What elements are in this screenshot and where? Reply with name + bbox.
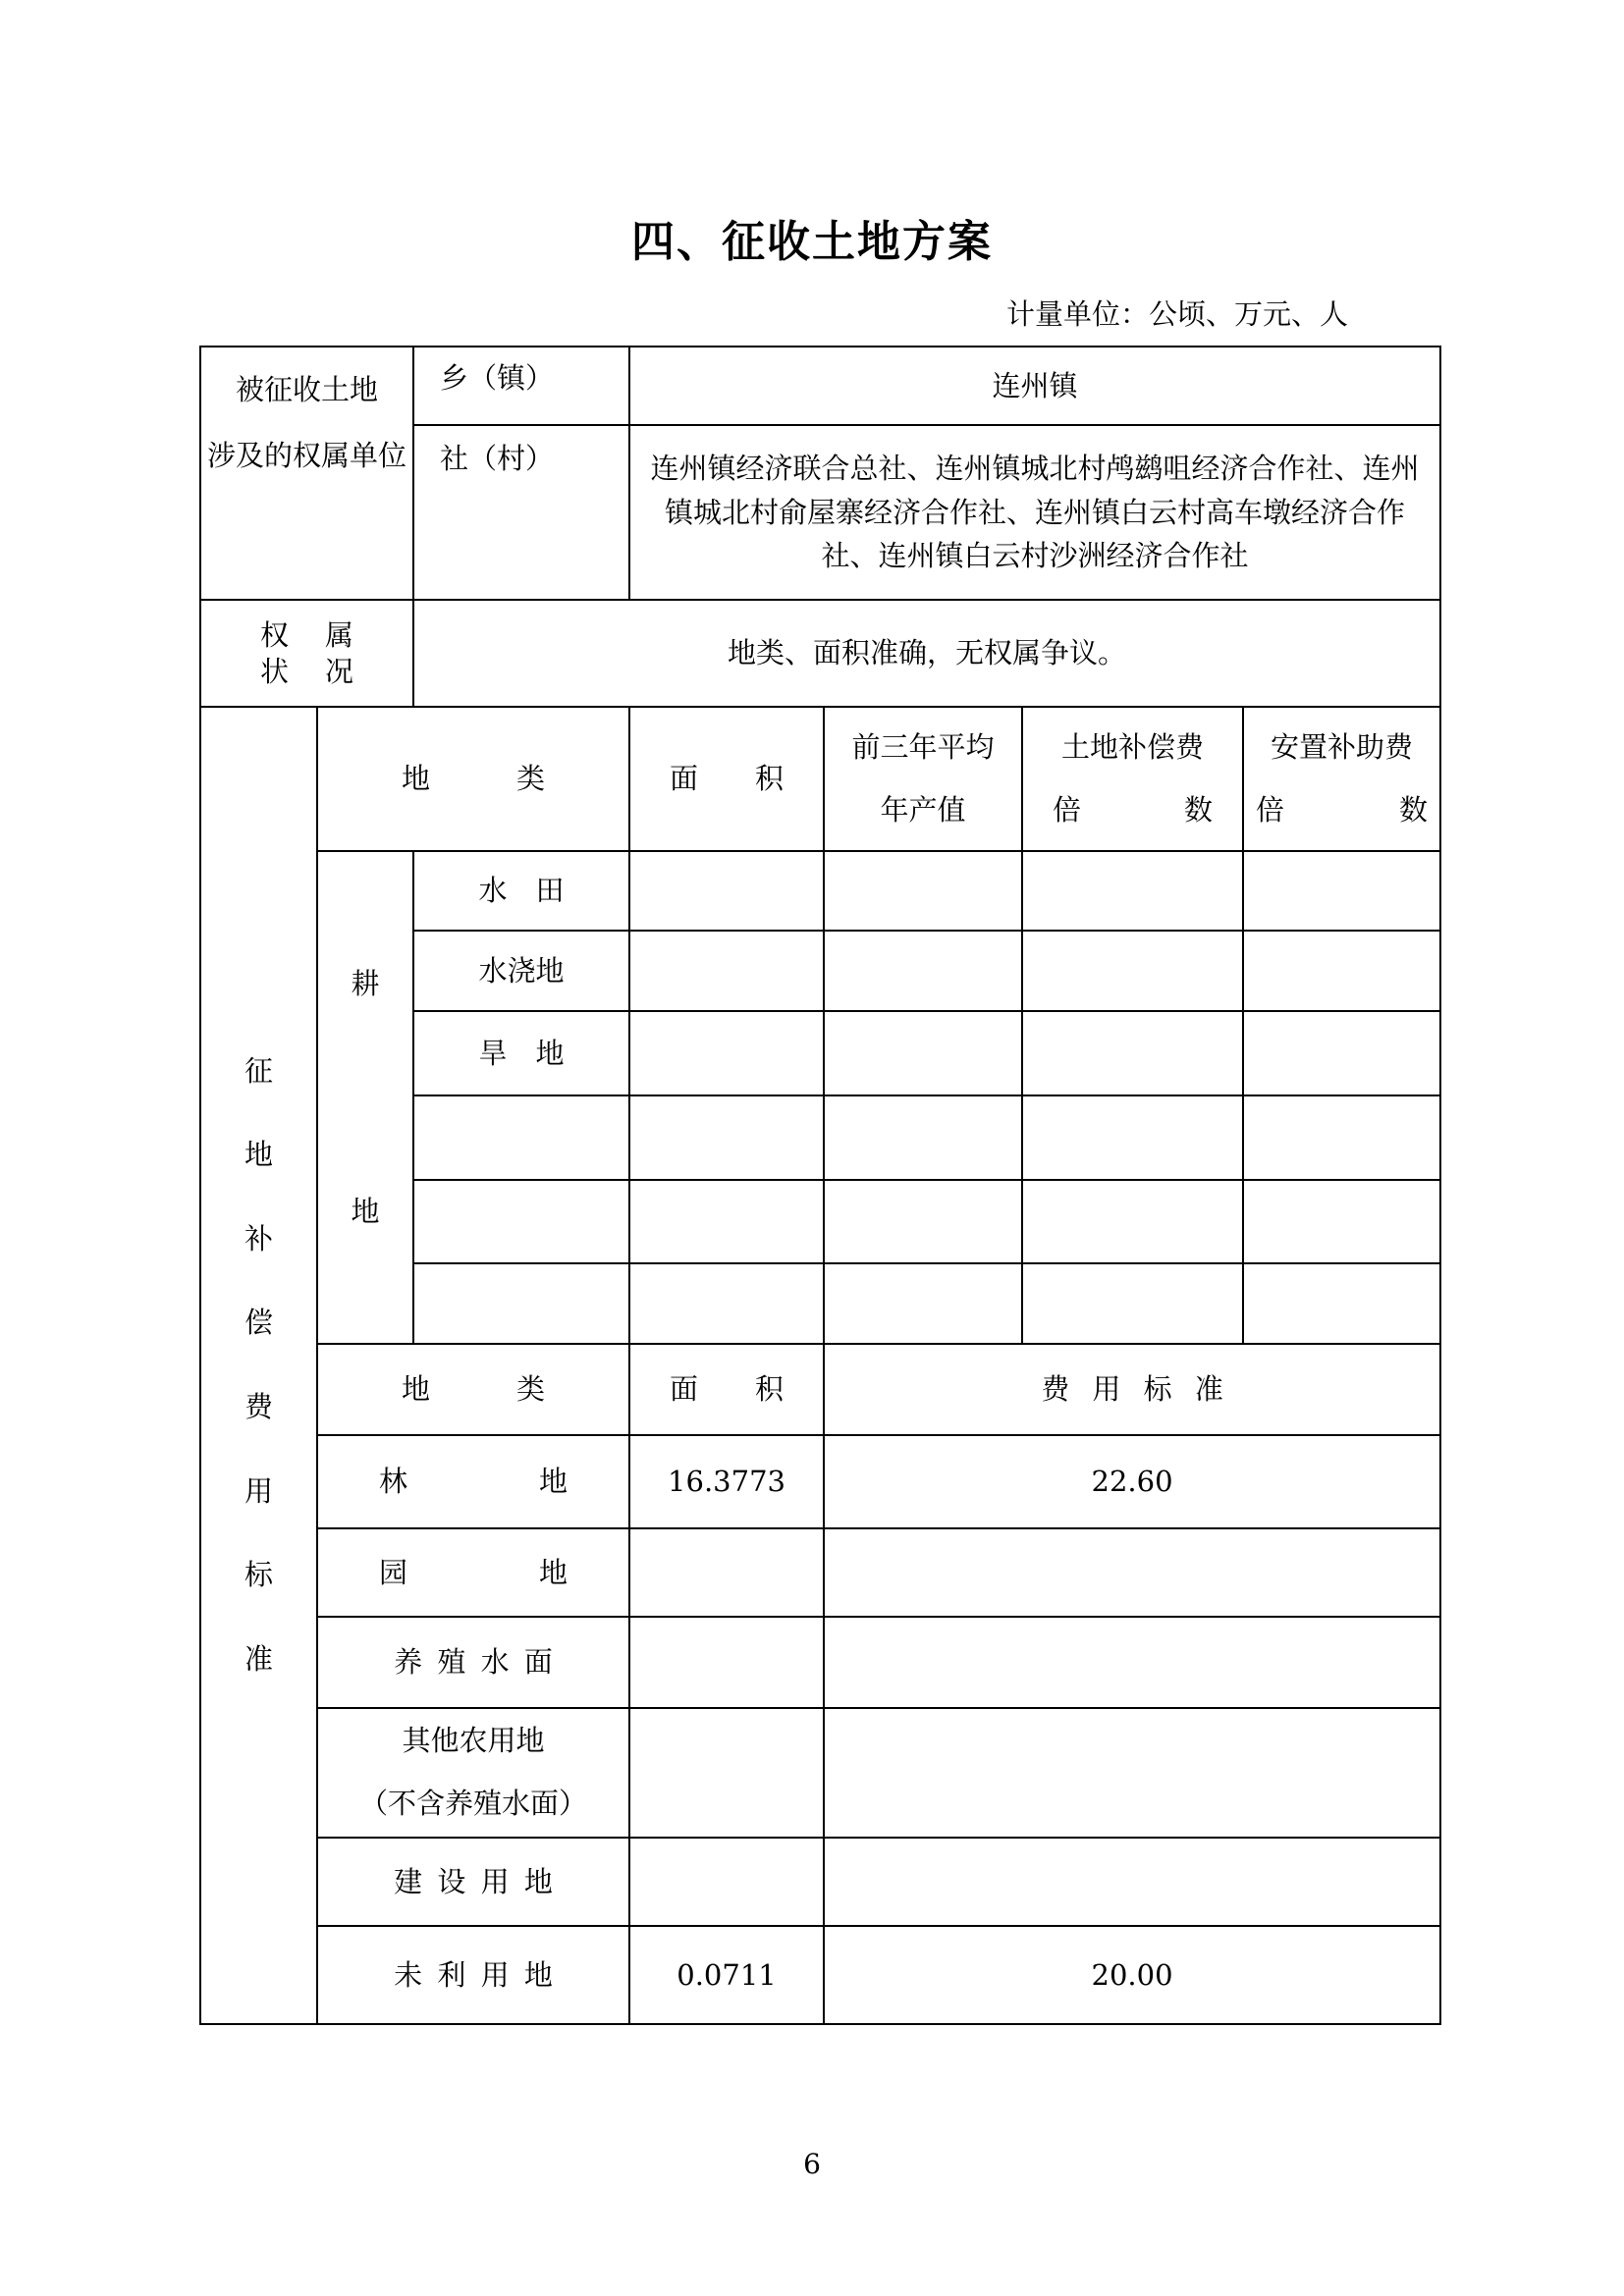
side-char: 补 [244,1221,273,1255]
ownership-value: 地类、面积准确，无权属争议。 [413,600,1440,707]
township-value: 连州镇 [629,347,1440,425]
other-area [629,1617,824,1708]
ownership-label-a2: 属 [325,618,354,653]
other-name: 建 设 用 地 [317,1838,629,1926]
ownership-row [200,600,1440,707]
farmland-avg [824,931,1022,1011]
side-char: 偿 [244,1306,273,1340]
farmland-comp [1022,1180,1243,1263]
farmland-area [629,851,824,931]
other-area [629,1528,824,1617]
township-row [200,347,1440,425]
header-char: 地 [402,1372,431,1407]
farmland-avg [824,1180,1022,1263]
unit-note: 计量单位：公顷、万元、人 [1006,297,1349,331]
other-fee: 22.60 [824,1435,1440,1528]
other-fee [824,1708,1440,1838]
name-line: 其他农用地 [402,1724,545,1758]
farmland-comp [1022,1095,1243,1180]
farmland-resettle [1243,1180,1440,1263]
page-title: 四、征收土地方案 [631,217,993,267]
name-char: 林 [379,1465,408,1499]
ownership-label [200,600,413,707]
side-char: 地 [244,1138,273,1172]
farmland-comp [1022,931,1243,1011]
resettle-multiple-header [1243,707,1440,851]
farmland-name [413,1263,629,1344]
name-line: （不含养殖水面） [359,1787,588,1820]
farmland-group-label [317,851,413,1344]
header-line: 年产值 [880,792,966,827]
other-fee [824,1617,1440,1708]
avg-output-header [824,707,1022,851]
header-char: 倍 [1256,792,1285,827]
side-char: 费 [244,1390,273,1423]
header-char: 积 [755,762,785,796]
other-row [200,1708,1440,1838]
header-char: 倍 [1053,792,1082,827]
farmland-type-header [317,707,629,851]
farmland-avg [824,1263,1022,1344]
header-line: 前三年平均 [851,729,995,764]
other-name: 未 利 用 地 [317,1926,629,2024]
owner-label [200,347,413,600]
side-label [200,707,317,2024]
other-row [200,1926,1440,2024]
header-char: 面 [670,1372,699,1407]
farmland-row [200,851,1440,931]
header-char: 面 [670,762,699,796]
other-area-header [629,1344,824,1435]
farmland-avg [824,1011,1022,1095]
other-name [317,1708,629,1838]
header-char: 类 [516,762,546,796]
farmland-area [629,931,824,1011]
village-value: 连州镇经济联合总社、连州镇城北村鸬鹚咀经济合作社、连州镇城北村俞屋寨经济合作社、连州镇白云村高车墩经济合作社、连州镇白云村沙洲经济合作社 [629,425,1440,600]
other-fee [824,1528,1440,1617]
farmland-name [413,1180,629,1263]
other-header-row [200,1344,1440,1435]
other-row [200,1838,1440,1926]
ownership-label-b2: 况 [325,654,354,688]
other-name [317,1528,629,1617]
header-char: 积 [755,1372,785,1407]
farmland-header-row [200,707,1440,851]
other-area: 0.0711 [629,1926,824,2024]
other-fee: 20.00 [824,1926,1440,2024]
side-char: 征 [244,1053,273,1088]
other-area [629,1708,824,1838]
farmland-name: 旱 地 [413,1011,629,1095]
group-char: 耕 [351,967,380,1000]
farmland-area [629,1180,824,1263]
farmland-resettle [1243,851,1440,931]
village-label: 社（村） [413,425,629,600]
other-name [317,1435,629,1528]
farmland-avg [824,851,1022,931]
farmland-name [413,1095,629,1180]
ownership-label-a1: 权 [260,618,290,653]
other-name: 养 殖 水 面 [317,1617,629,1708]
farmland-area [629,1011,824,1095]
page-number: 6 [803,2148,821,2180]
other-fee [824,1838,1440,1926]
side-char: 标 [244,1558,273,1592]
header-line: 安置补助费 [1271,729,1414,764]
farmland-resettle [1243,931,1440,1011]
land-acquisition-table [199,346,1441,2025]
farmland-comp [1022,851,1243,931]
header-char: 数 [1184,792,1214,827]
other-row [200,1435,1440,1528]
owner-label-line2: 涉及的权属单位 [207,438,407,472]
other-area [629,1838,824,1926]
side-char: 用 [244,1473,273,1508]
farmland-resettle [1243,1095,1440,1180]
farmland-area [629,1095,824,1180]
header-char: 数 [1399,792,1429,827]
other-area: 16.3773 [629,1435,824,1528]
name-char: 地 [539,1465,568,1499]
farmland-name: 水浇地 [413,931,629,1011]
header-char: 地 [402,762,431,796]
farmland-resettle [1243,1263,1440,1344]
comp-multiple-header [1022,707,1243,851]
other-row [200,1528,1440,1617]
ownership-label-b1: 状 [260,654,290,688]
header-line: 土地补偿费 [1061,729,1205,764]
farmland-avg [824,1095,1022,1180]
township-label: 乡（镇） [413,347,629,425]
other-type-header [317,1344,629,1435]
name-char: 地 [539,1555,568,1589]
owner-label-line1: 被征收土地 [236,373,379,406]
other-row [200,1617,1440,1708]
side-char: 准 [244,1641,273,1676]
group-char: 地 [351,1195,380,1228]
fee-standard-header: 费 用 标 准 [824,1344,1440,1435]
header-char: 类 [516,1372,546,1407]
farmland-resettle [1243,1011,1440,1095]
farmland-name: 水 田 [413,851,629,931]
name-char: 园 [379,1555,408,1589]
farmland-comp [1022,1011,1243,1095]
farmland-comp [1022,1263,1243,1344]
farmland-area [629,1263,824,1344]
farmland-area-header [629,707,824,851]
